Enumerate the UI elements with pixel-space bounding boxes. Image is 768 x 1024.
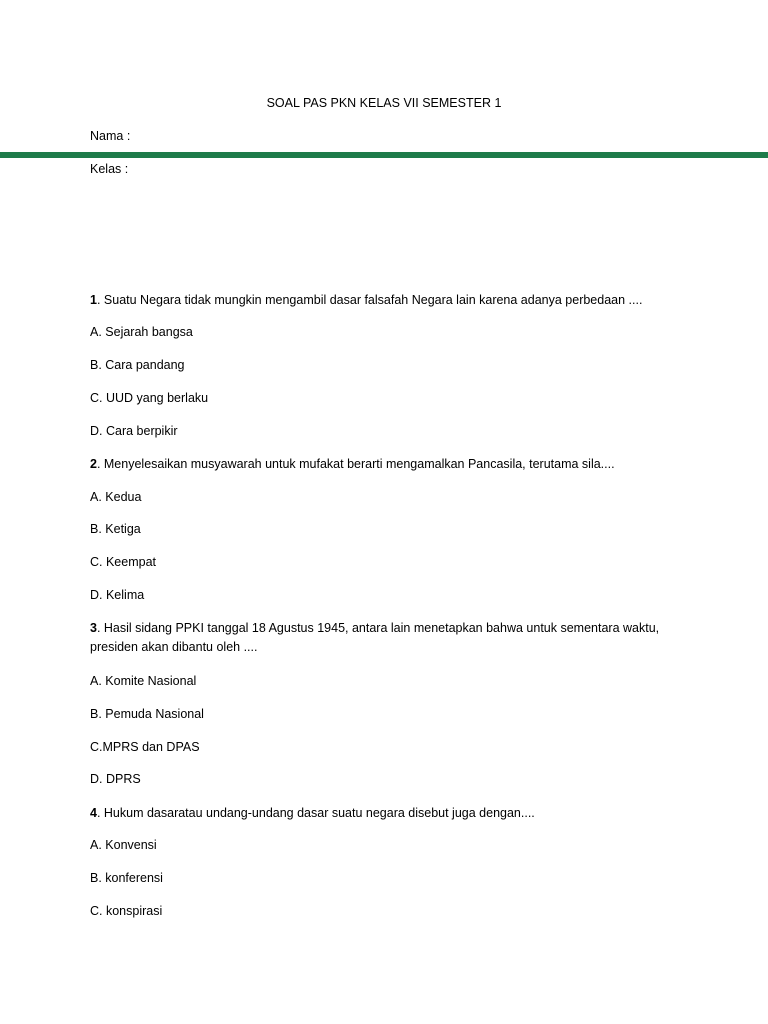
- question-number: 3: [90, 621, 97, 635]
- question-text: . Hasil sidang PPKI tanggal 18 Agustus 1945, antara lain menetapkan bahwa untuk sementara waktu, presiden akan dibantu oleh ....: [90, 621, 660, 654]
- option-3a: A. Komite Nasional: [90, 674, 197, 688]
- option-2a: A. Kedua: [90, 490, 142, 504]
- option-3c: C.MPRS dan DPAS: [90, 740, 200, 754]
- page-title: SOAL PAS PKN KELAS VII SEMESTER 1: [266, 96, 502, 110]
- question-2: [90, 455, 680, 474]
- option-1c: C. UUD yang berlaku: [90, 391, 209, 405]
- question-text: . Hukum dasaratau undang-undang dasar suatu negara disebut juga dengan....: [96, 806, 535, 820]
- option-2d: D. Kelima: [90, 588, 145, 602]
- option-1a: A. Sejarah bangsa: [90, 325, 193, 339]
- option-3b: B. Pemuda Nasional: [90, 707, 204, 721]
- question-text: . Menyelesaikan musyawarah untuk mufakat berarti mengamalkan Pancasila, terutama sila....: [96, 457, 615, 471]
- question-3: [90, 619, 680, 657]
- option-4c: C. konspirasi: [90, 904, 163, 918]
- question-text: . Suatu Negara tidak mungkin mengambil dasar falsafah Negara lain karena adanya perbedaan ....: [96, 293, 643, 307]
- option-3d: D. DPRS: [90, 772, 141, 786]
- question-1: [90, 291, 680, 310]
- nama-label: Nama :: [90, 129, 131, 143]
- option-4a: A. Konvensi: [90, 838, 157, 852]
- question-4: [90, 804, 680, 823]
- option-4b: B. konferensi: [90, 871, 163, 885]
- question-number: 2: [90, 457, 97, 471]
- question-number: 4: [90, 806, 97, 820]
- option-1b: B. Cara pandang: [90, 358, 185, 372]
- option-2b: B. Ketiga: [90, 522, 141, 536]
- option-2c: C. Keempat: [90, 555, 157, 569]
- question-number: 1: [90, 293, 97, 307]
- option-1d: D. Cara berpikir: [90, 424, 178, 438]
- header-divider: [0, 152, 768, 158]
- kelas-label: Kelas :: [90, 162, 129, 176]
